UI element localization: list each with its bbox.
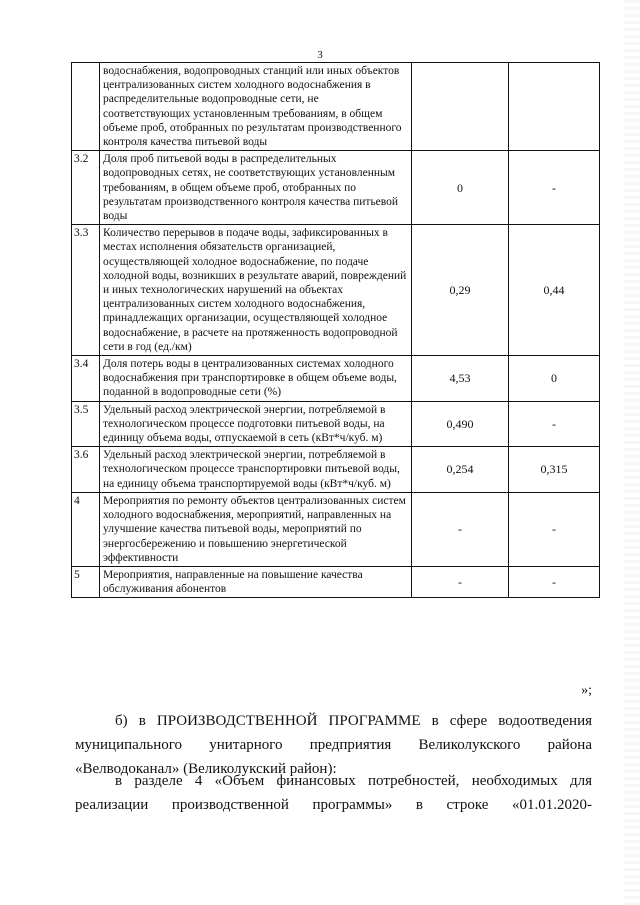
indicator-name-cell: Доля проб питьевой воды в распределительных водопроводных сетях, не соответствующих установленным требованиям, в общем объеме проб, отобранных по результатам производственного контроля качества питьевой воды [100, 151, 412, 225]
value-cell-2: 0,315 [509, 447, 600, 493]
indicators-table [71, 62, 600, 598]
indicator-name-cell: Удельный расход электрической энергии, потребляемой в технологическом процессе подготовки питьевой воды, на единицу объема воды, отпускаемой в сеть (кВт*ч/куб. м) [100, 401, 412, 447]
row-number-cell: 3.3 [72, 225, 100, 356]
row-number-cell: 5 [72, 566, 100, 597]
row-number-cell: 3.6 [72, 447, 100, 493]
page-number: 3 [317, 49, 323, 61]
row-number-cell: 4 [72, 492, 100, 566]
indicator-name-cell: Доля потерь воды в централизованных системах холодного водоснабжения при транспортировке в общем объеме воды, поданной в водопроводные сети (%) [100, 356, 412, 402]
value-cell-1: 0,254 [412, 447, 509, 493]
value-cell-2: - [509, 401, 600, 447]
table-row [72, 225, 600, 356]
value-cell-1: - [412, 492, 509, 566]
row-number-cell [72, 63, 100, 151]
table-row [72, 356, 600, 402]
row-number-cell: 3.2 [72, 151, 100, 225]
value-cell-2: - [509, 566, 600, 597]
indicator-name-cell: водоснабжения, водопроводных станций или иных объектов централизованных систем холодного водоснабжения в распределительные водопроводные сети, не соответствующих установленным требованиям, в общем объеме проб, отобранных по результатам производственного контроля качества питьевой воды [100, 63, 412, 151]
value-cell-1: - [412, 566, 509, 597]
row-number-cell: 3.4 [72, 356, 100, 402]
table-row [72, 151, 600, 225]
value-cell-2: 0,44 [509, 225, 600, 356]
paragraph-c-text: в разделе 4 «Объем финансовых потребностей, необходимых для реализации производственной программы» в строке «01.01.2020- [75, 773, 592, 813]
table-row [72, 447, 600, 493]
indicator-name-cell: Количество перерывов в подаче воды, зафиксированных в местах исполнения обязательств организацией, осуществляющей холодное водоснабжение, по подаче холодной воды, возникших в результате аварий, повреждений и иных технологических нарушений на объектах централизованных систем холодного водоснабжения, принадлежащих организации, осуществляющей холодное водоснабжение, в расчете на протяженность водопроводной сети в год (ед./км) [100, 225, 412, 356]
value-cell-1: 0 [412, 151, 509, 225]
indicator-name-cell: Мероприятия, направленные на повышение качества обслуживания абонентов [100, 566, 412, 597]
value-cell-2 [509, 63, 600, 151]
value-cell-1: 4,53 [412, 356, 509, 402]
indicator-name-cell: Мероприятия по ремонту объектов централизованных систем холодного водоснабжения, мероприятий, направленных на улучшение качества питьевой воды, мероприятий по энергосбережению и повышению энергетической эффективности [100, 492, 412, 566]
scan-edge-artifact [624, 0, 640, 905]
value-cell-1: 0,29 [412, 225, 509, 356]
paragraph-b-text: б) в ПРОИЗВОДСТВЕННОЙ ПРОГРАММЕ в сфере водоотведения муниципального унитарного предприятия Великолукского района «Велводоканал» (Великолукский район): [75, 713, 592, 777]
value-cell-1: 0,490 [412, 401, 509, 447]
table-row [72, 492, 600, 566]
row-number-cell: 3.5 [72, 401, 100, 447]
table-row [72, 63, 600, 151]
table-closing-mark: »; [581, 683, 592, 698]
table-row [72, 401, 600, 447]
value-cell-1 [412, 63, 509, 151]
value-cell-2: - [509, 151, 600, 225]
indicators-table-body [72, 63, 600, 598]
value-cell-2: - [509, 492, 600, 566]
table-row [72, 566, 600, 597]
paragraph-c [75, 769, 592, 817]
indicator-name-cell: Удельный расход электрической энергии, потребляемой в технологическом процессе транспортировки питьевой воды, на единицу объема транспортируемой воды (кВт*ч/куб. м) [100, 447, 412, 493]
value-cell-2: 0 [509, 356, 600, 402]
